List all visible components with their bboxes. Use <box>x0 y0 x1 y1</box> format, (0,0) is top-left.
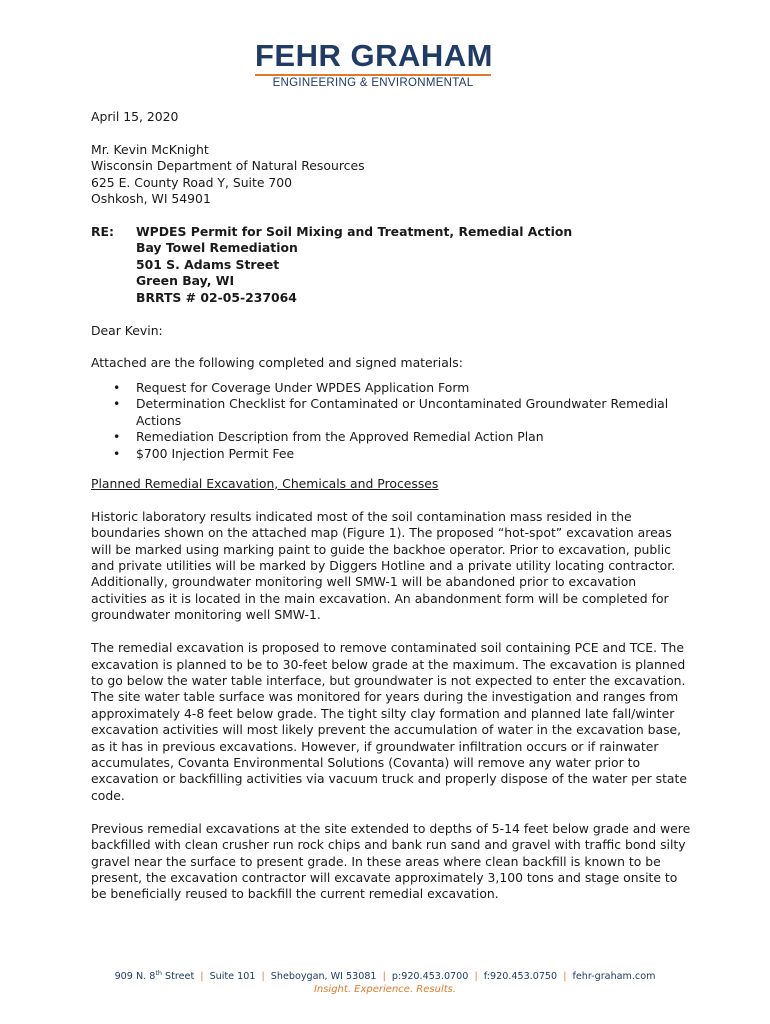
recipient-line: 625 E. County Road Y, Suite 700 <box>91 174 293 190</box>
subject-label: RE: <box>91 224 114 240</box>
materials-list <box>91 380 691 462</box>
list-item: • Request for Coverage Under WPDES Application Form <box>136 380 691 396</box>
subject-line: BRRTS # 02-05-237064 <box>136 289 297 305</box>
footer-separator: | <box>261 971 265 983</box>
subject-line: Green Bay, WI <box>136 273 235 289</box>
footer-separator: | <box>474 971 478 983</box>
footer-city: Sheboygan, WI 53081 <box>270 971 377 983</box>
list-item: • $700 Injection Permit Fee <box>136 446 691 462</box>
footer-address-suffix: th <box>155 969 162 977</box>
footer-website[interactable]: fehr-graham.com <box>572 971 656 983</box>
logo-wordmark: FEHR GRAHAM <box>255 38 493 73</box>
subject-line: 501 S. Adams Street <box>136 256 280 272</box>
recipient-address <box>91 142 691 208</box>
letter-body <box>91 109 691 919</box>
subject-line: Bay Towel Remediation <box>136 240 298 256</box>
list-item: • Remediation Description from the Approved Remedial Action Plan <box>136 429 691 445</box>
footer-fax: f:920.453.0750 <box>483 971 558 983</box>
section-heading: Planned Remedial Excavation, Chemicals and Processes <box>91 475 439 491</box>
logo-subtitle: ENGINEERING & ENVIRONMENTAL <box>272 77 474 89</box>
recipient-line: Oshkosh, WI 54901 <box>91 191 211 207</box>
list-item: • Determination Checklist for Contaminated or Uncontaminated Groundwater Remedial Actions <box>136 396 691 429</box>
recipient-line: Wisconsin Department of Natural Resources <box>91 158 365 174</box>
salutation: Dear Kevin: <box>91 322 163 338</box>
footer-phone: p:920.453.0700 <box>391 971 469 983</box>
body-paragraph: The remedial excavation is proposed to remove contaminated soil containing PCE and TCE. The excavation is planned to be to 30-feet below grade at the maximum. The excavation is planned to go below the water table interface, but groundwater is not expected to enter the excavation. The site water table surface was monitored for years during the investigation and ranges from approximately 4-8 feet below grade. The tight silty clay formation and planned late fall/winter excavation activities will most likely prevent the accumulation of water in the excavation base, as it has in previous excavations. However, if groundwater infiltration occurs or if rainwater accumulates, Covanta Environmental Solutions (Covanta) will remove any water prior to excavation or backfilling activities via vacuum truck and properly dispose of the water per state code. <box>91 640 688 803</box>
body-paragraph: Historic laboratory results indicated most of the soil contamination mass resided in the boundaries shown on the attached map (Figure 1). The proposed “hot-spot” excavation areas will be marked using marking paint to guide the backhoe operator. Prior to excavation, public and private utilities will be marked by Diggers Hotline and a private utility locating contractor. Additionally, groundwater monitoring well SMW-1 will be abandoned prior to excavation activities as it is located in the main excavation. An abandonment form will be completed for groundwater monitoring well SMW-1. <box>91 508 676 623</box>
body-paragraph: Previous remedial excavations at the site extended to depths of 5-14 feet below grade and were backfilled with clean crusher run rock chips and bank run sand and gravel with traffic bond silty gravel near the surface to present grade. In these areas where clean backfill is known to be present, the excavation contractor will excavate approximately 3,100 tons and stage onsite to be beneficially reused to backfill the current remedial excavation. <box>91 820 691 902</box>
footer-contact <box>0 966 770 984</box>
intro-text: Attached are the following completed and signed materials: <box>91 355 463 371</box>
logo-divider <box>255 74 491 76</box>
footer-address-number: 909 N. 8 <box>114 971 156 983</box>
footer-suite: Suite 101 <box>209 971 256 983</box>
subject-line: WPDES Permit for Soil Mixing and Treatment, Remedial Action <box>136 224 573 240</box>
subject-lines <box>136 224 691 306</box>
recipient-line: Mr. Kevin McKnight <box>91 141 209 157</box>
subject-block <box>91 224 691 306</box>
footer-tagline: Insight. Experience. Results. <box>313 984 457 995</box>
footer-separator: | <box>382 971 386 983</box>
letter-date: April 15, 2020 <box>91 109 179 124</box>
footer-address-street: Street <box>162 971 195 983</box>
footer-separator: | <box>563 971 567 983</box>
footer-separator: | <box>200 971 204 983</box>
company-logo <box>255 40 491 90</box>
